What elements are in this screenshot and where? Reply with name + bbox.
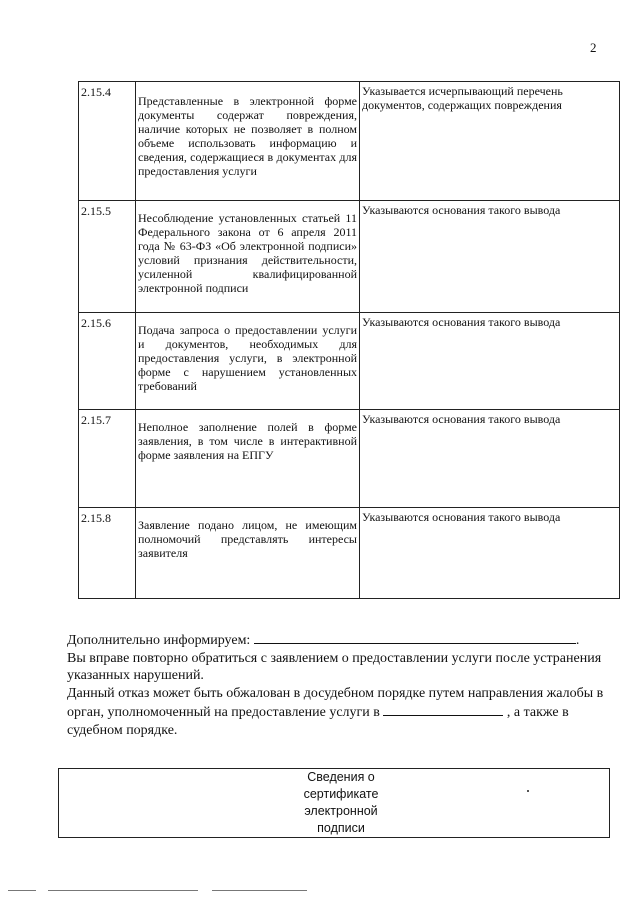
- ground-description: Заявление подано лицом, не имеющим полномочий представлять интересы заявителя: [136, 508, 360, 599]
- scan-artifact: [212, 890, 307, 891]
- ground-explanation: Указываются основания такого вывода: [360, 409, 620, 508]
- appeal-organ-blank: [383, 702, 503, 716]
- ground-explanation: Указываются основания такого вывода: [360, 200, 620, 313]
- page-number: 2: [590, 40, 597, 55]
- ground-code: 2.15.8: [79, 508, 136, 599]
- ground-description: Подача запроса о предоставлении услуги и документов, необходимых для предоставления услуги, в электронной форме с нарушением установленных требований: [136, 313, 360, 410]
- ground-code: 2.15.6: [79, 313, 136, 410]
- additional-info-line: [67, 630, 622, 650]
- refusal-grounds-table: [78, 81, 620, 599]
- table-row: [79, 508, 620, 599]
- signature-certificate-label: Сведения о сертификате электронной подписи: [303, 770, 379, 835]
- ground-code: 2.15.4: [79, 82, 136, 201]
- table-row: [79, 200, 620, 313]
- appeal-text: [67, 685, 622, 740]
- ground-explanation: Указываются основания такого вывода: [360, 313, 620, 410]
- additional-info-blank: [254, 630, 576, 644]
- appeal-suffix: также в судебном порядке.: [67, 705, 569, 738]
- scan-artifact: [48, 890, 198, 891]
- scan-artifact: [527, 790, 529, 792]
- ground-description: Представленные в электронной форме документы содержат повреждения, наличие которых не позволяет в полном объеме использовать информацию и сведения, содержащиеся в документах для предоставления услуги: [136, 82, 360, 201]
- additional-info-period: .: [575, 633, 580, 648]
- ground-description: Неполное заполнение полей в форме заявления, в том числе в интерактивной форме заявления на ЕПГУ: [136, 409, 360, 508]
- ground-explanation: Указываются основания такого вывода: [360, 508, 620, 599]
- table-row: [79, 313, 620, 410]
- reapply-text: Вы вправе повторно обратиться с заявлением о предоставлении услуги после устранения указанных нарушений.: [67, 650, 602, 683]
- table-row: [79, 409, 620, 508]
- ground-code: 2.15.5: [79, 200, 136, 313]
- additional-info: [67, 630, 622, 739]
- table-row: [79, 82, 620, 201]
- appeal-middle: , а: [506, 705, 521, 720]
- appeal-prefix: Данный отказ может быть обжалован в досудебном порядке путем направления жалобы в орган, уполномоченный на предоставление услуги в: [67, 685, 604, 720]
- additional-info-label: Дополнительно информируем:: [67, 633, 251, 648]
- ground-description: Несоблюдение установленных статьей 11 Федерального закона от 6 апреля 2011 года № 63-ФЗ «Об электронной подписи» условий признания действительности, усиленной квалифицированной электронной подписи: [136, 200, 360, 313]
- ground-code: 2.15.7: [79, 409, 136, 508]
- signature-certificate-box: [58, 768, 610, 838]
- scan-artifact: [8, 890, 36, 891]
- ground-explanation: Указывается исчерпывающий перечень документов, содержащих повреждения: [360, 82, 620, 201]
